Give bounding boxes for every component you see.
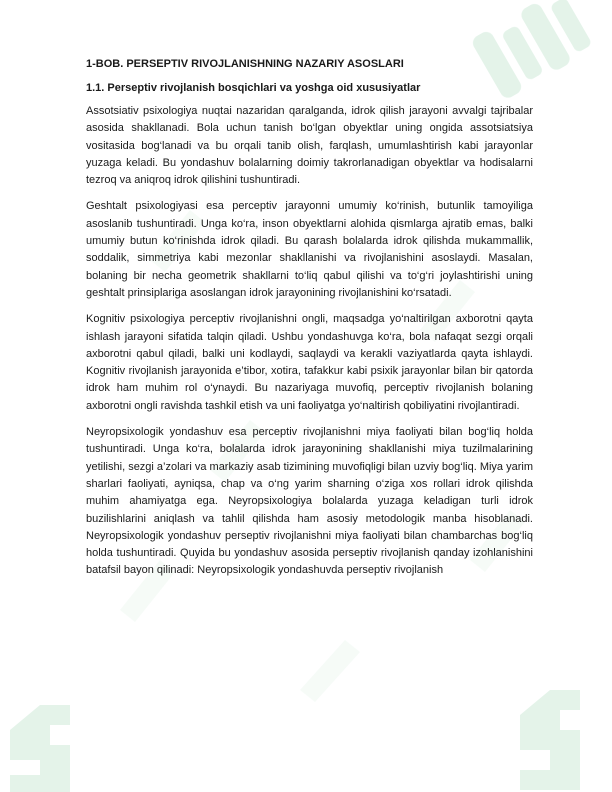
paragraph-cognitive: Kognitiv psixologiya perceptiv rivojlanishni ongli, maqsadga yo‘naltirilgan axborotni qayta ishlash jarayoni sifatida talqin qiladi. Ushbu yondashuvga ko‘ra, bola nafaqat sezgi orqali axborotni qabul qiladi, balki uni kodlaydi, saqlaydi va kerakli vaziyatlarda qayta ishlaydi. Kognitiv rivojlanish jarayonida e’tibor, xotira, tafakkur kabi psixik jarayonlar bilan bir qatorda idrok ham muhim rol o‘ynaydi. Bu nazariyaga muvofiq, perceptiv rivojlanish bolaning axborotni ongli ravishda tashkil etish va uni faoliyatga yo‘naltirish qobiliyatini rivojlantiradi. — [86, 313, 533, 412]
watermark-logo-left — [10, 705, 70, 792]
paragraph-associative: Assotsiativ psixologiya nuqtai nazaridan qaralganda, idrok qilish jarayoni avvalgi tajribalar asosida shakllanadi. Bola uchun tanish bo‘lgan obyektlar uning ongida assotsiatsiya vositasida bog‘lanadi va bu orqali tanib olish, farqlash, umumlashtirish kabi jarayonlar yuzaga keladi. Bu yondashuv bolalarning doimiy takrorlanadigan obyektlar va hodisalarni tezroq va aniqroq idrok qilishini tushuntiradi. — [86, 105, 533, 187]
watermark-logo-right — [520, 690, 580, 790]
section-title: 1.1. Perseptiv rivojlanish bosqichlari va yoshga oid xususiyatlar — [86, 82, 421, 94]
paragraph-gestalt: Geshtalt psixologiyasi esa perceptiv jarayonni umumiy ko‘rinish, butunlik tamoyiliga asoslanib tushuntiradi. Unga ko‘ra, inson obyektlarni alohida qismlarga ajratib emas, balki umumiy butun ko‘rinishda idrok qiladi. Bu qarash bolalarda idrok qilishda mukammallik, soddalik, simmetriya kabi mezonlar shakllanishi va rivojlanishini asoslaydi. Masalan, bolaning bir necha geometrik shakllarni to‘liq qabul qilishi va to‘g‘ri joylashtirishi uning geshtalt prinsiplariga asoslangan idrok jarayonining rivojlanishini ko‘rsatadi. — [86, 200, 533, 299]
paragraph-neuropsychological: Neyropsixologik yondashuv esa perceptiv rivojlanishni miya faoliyati bilan bog‘liq holda tushuntiradi. Unga ko‘ra, bolalarda idrok jarayonining shakllanishi miya tuzilmalarining yetilishi, sezgi a’zolari va markaziy asab tizimining muvofiqligi bilan uzviy bog‘liq. Miya yarim sharlari faoliyati, ayniqsa, chap va o‘ng yarim sharning o‘ziga xos rollari idrok qilishda muhim ahamiyatga ega. Neyropsixologiya bolalarda yuzaga keladigan turli idrok buzilishlarini aniqlash va tahlil qilishda ham asosiy metodologik manba hisoblanadi. Neyropsixologik yondashuv perseptiv rivojlanishni miya faoliyati bilan chambarchas bog‘liq holda tushuntiradi. Quyida bu yondashuv asosida perseptiv rivojlanish qanday izohlanishini batafsil bayon qilinadi: Neyropsixologik yondashuvda perseptiv rivojlanish — [86, 426, 533, 577]
chapter-title: 1-BOB. PERSEPTIV RIVOJLANISHNING NAZARIY ASOSLARI — [86, 58, 404, 70]
document-body — [86, 58, 533, 589]
